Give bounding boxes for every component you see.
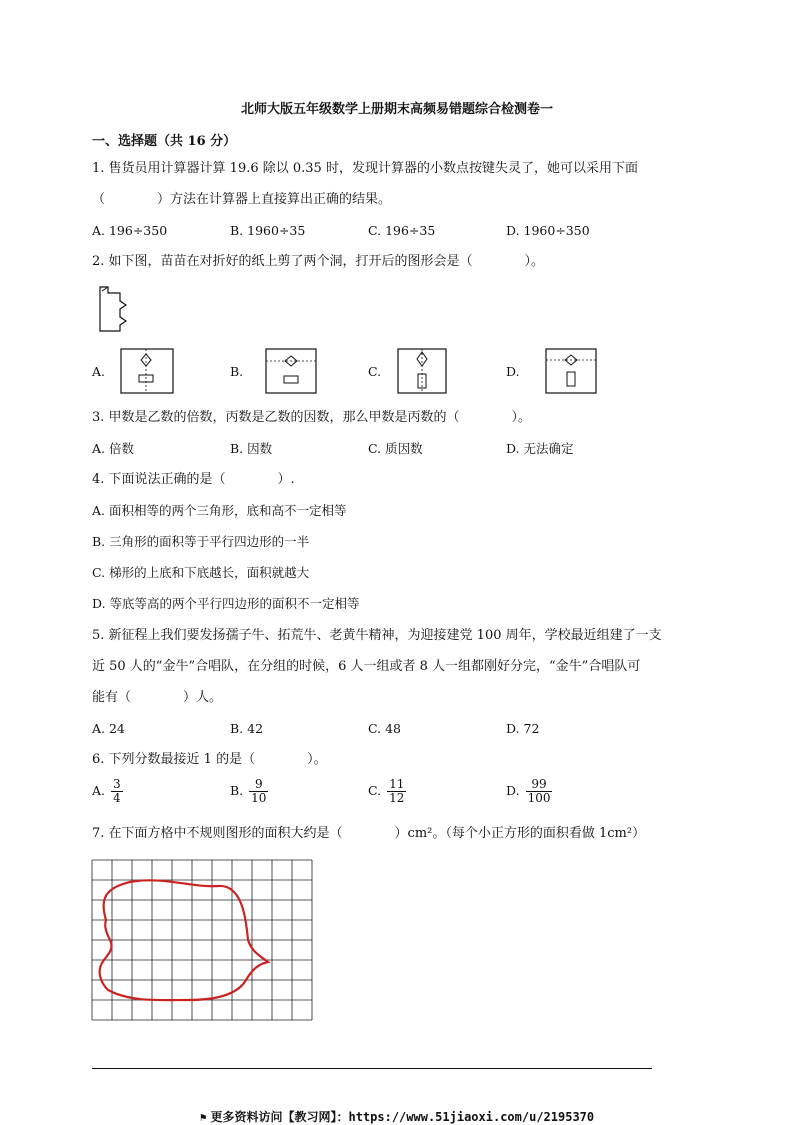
- question-1-option-d: D. 1960÷350: [506, 223, 590, 238]
- option-label: D.: [506, 783, 520, 798]
- question-3-option-c: C. 质因数: [368, 441, 423, 456]
- question-6-option-a: [92, 778, 123, 805]
- question-4-option-a: A. 面积相等的两个三角形，底和高不一定相等: [92, 503, 347, 518]
- question-1-line-1: 1. 售货员用计算器计算 19.6 除以 0.35 时，发现计算器的小数点按键失灵了，她可以采用下面: [92, 161, 638, 176]
- numerator: 9: [254, 777, 263, 791]
- question-2-figure-a: [120, 348, 174, 394]
- question-2-option-b-label: B.: [230, 364, 244, 379]
- question-2-option-a-label: A.: [92, 364, 106, 379]
- denominator: 4: [113, 791, 121, 805]
- fraction: [387, 778, 406, 805]
- question-2-figure-d: [545, 348, 597, 394]
- question-2-option-d-label: D.: [506, 364, 520, 379]
- question-5-line-1: 5. 新征程上我们要发扬孺子牛、拓荒牛、老黄牛精神，为迎接建党 100 周年，学校最近组建了一支: [92, 628, 662, 643]
- question-4-option-d: D. 等底等高的两个平行四边形的面积不一定相等: [92, 596, 360, 611]
- question-6-option-c: [368, 778, 406, 805]
- question-6-option-d: [506, 778, 552, 805]
- question-2-figure-c: [397, 348, 447, 394]
- question-4-text: 4. 下面说法正确的是（ ）.: [92, 472, 295, 487]
- footer[interactable]: [0, 1108, 794, 1125]
- question-6-option-b: [230, 778, 268, 805]
- numerator: 99: [531, 777, 547, 791]
- section-heading-choice: 一、选择题（共 16 分）: [92, 134, 237, 149]
- question-3-option-d: D. 无法确定: [506, 441, 574, 456]
- folded-paper-figure: [98, 285, 128, 333]
- footer-divider: [92, 1068, 652, 1069]
- question-5-line-3: 能有（ ）人。: [92, 690, 223, 705]
- question-1-option-c: C. 196÷35: [368, 223, 436, 238]
- question-5-option-a: A. 24: [92, 721, 125, 736]
- fraction: [249, 778, 268, 805]
- question-1-option-a: A. 196÷350: [92, 223, 168, 238]
- question-7-text: 7. 在下面方格中不规则图形的面积大约是（ ）cm²。（每个小正方形的面积看做 1cm²）: [92, 826, 646, 841]
- question-5-option-d: D. 72: [506, 721, 540, 736]
- question-1-option-b: B. 1960÷35: [230, 223, 306, 238]
- numerator: 3: [113, 777, 121, 791]
- option-label: B.: [230, 783, 244, 798]
- flag-icon: ⚑: [199, 1111, 207, 1124]
- question-1-line-2: （ ）方法在计算器上直接算出正确的结果。: [92, 192, 392, 207]
- question-3-text: 3. 甲数是乙数的倍数，丙数是乙数的因数，那么甲数是丙数的（ ）。: [92, 410, 532, 425]
- question-2-figure-b: [265, 348, 317, 394]
- denominator: 12: [389, 791, 405, 805]
- denominator: 100: [527, 791, 551, 805]
- question-5-line-2: 近 50 人的“金牛”合唱队，在分组的时候，6 人一组或者 8 人一组都刚好分完，“金牛”合唱队可: [92, 659, 641, 674]
- page-title: 北师大版五年级数学上册期末高频易错题综合检测卷一: [240, 102, 553, 117]
- option-label: A.: [92, 783, 106, 798]
- fraction: [111, 778, 123, 805]
- question-4-option-c: C. 梯形的上底和下底越长，面积就越大: [92, 565, 310, 580]
- question-3-option-b: B. 因数: [230, 441, 273, 456]
- numerator: 11: [389, 777, 405, 791]
- question-5-option-b: B. 42: [230, 721, 264, 736]
- question-5-option-c: C. 48: [368, 721, 401, 736]
- question-4-option-b: B. 三角形的面积等于平行四边形的一半: [92, 534, 310, 549]
- fraction: [526, 778, 553, 805]
- denominator: 10: [251, 791, 267, 805]
- question-2-text: 2. 如下图，苗苗在对折好的纸上剪了两个洞，打开后的图形会是（ ）。: [92, 254, 545, 269]
- question-3-option-a: A. 倍数: [92, 441, 134, 456]
- question-6-text: 6. 下列分数最接近 1 的是（ ）。: [92, 752, 327, 767]
- area-grid-figure: [92, 860, 312, 1024]
- option-label: C.: [368, 783, 382, 798]
- question-2-option-c-label: C.: [368, 364, 382, 379]
- footer-link-text[interactable]: 更多资料访问【教习网】：https://www.51jiaoxi.com/u/2195370: [210, 1110, 595, 1124]
